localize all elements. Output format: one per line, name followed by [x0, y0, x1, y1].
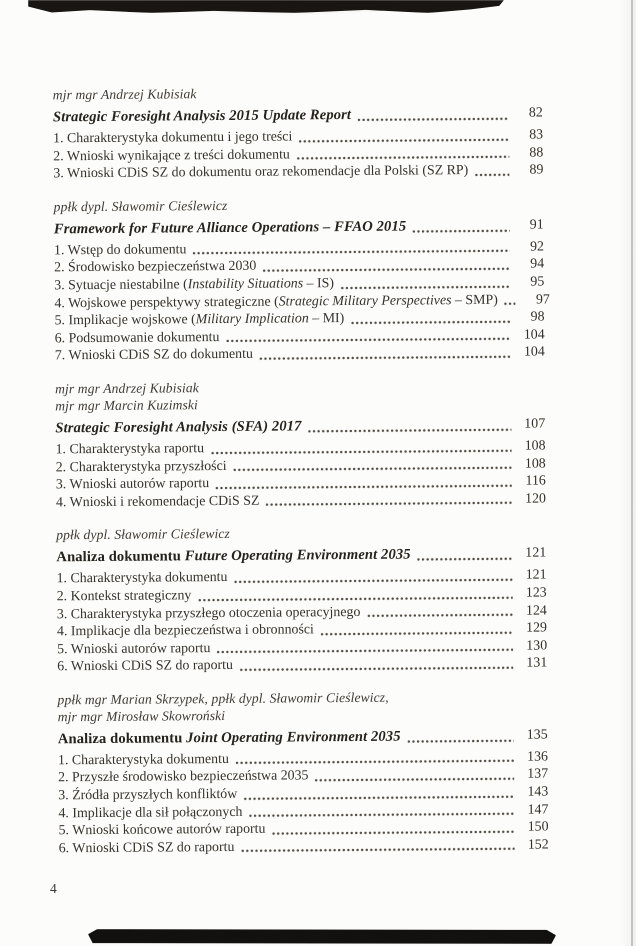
- page-number: 135: [526, 727, 548, 743]
- toc-item-row-label: [57, 569, 228, 588]
- text-segment: – IS): [303, 276, 335, 292]
- text-segment: – SMP): [451, 292, 498, 308]
- toc-section: [53, 194, 550, 365]
- dot-leader: [235, 759, 514, 765]
- dot-leader: [259, 355, 511, 361]
- dot-leader: [265, 501, 512, 507]
- dot-leader: [210, 448, 512, 454]
- page-number: 104: [523, 327, 545, 343]
- toc-title-row-label: [55, 416, 301, 438]
- text-segment: 5. Wnioski końcowe autorów raportu: [58, 821, 266, 839]
- page-number: 108: [524, 455, 546, 472]
- toc-title-row: [53, 103, 543, 127]
- toc-item-row-label: [56, 475, 209, 494]
- dot-leader: [233, 578, 512, 584]
- text-segment: 2. Kontekst strategiczny: [56, 588, 192, 605]
- page-number: 124: [525, 602, 547, 619]
- toc-item-row-label: [59, 839, 235, 858]
- page-number: 104: [523, 344, 545, 360]
- section-author: mjr mgr Andrzej Kubisiak: [55, 380, 199, 397]
- toc-item-row: [55, 344, 545, 365]
- text-segment: Military Implication: [195, 311, 309, 328]
- toc-item-row-label: [54, 241, 187, 260]
- text-segment: 2. Charakterystyka przyszłości: [55, 458, 227, 475]
- dot-leader: [412, 229, 510, 234]
- toc-item-row: [59, 836, 549, 857]
- toc-item-row-label: [58, 768, 308, 788]
- text-segment: Strategic Military Perspectives: [278, 292, 452, 310]
- toc-item-row-label: [55, 440, 204, 459]
- page-number: 97: [535, 291, 550, 308]
- text-segment: 4. Wojskowe perspektywy strategiczne (: [54, 294, 279, 311]
- dot-leader: [197, 595, 512, 601]
- page-number: 121: [525, 567, 547, 583]
- dot-leader: [340, 284, 510, 289]
- dot-leader: [225, 337, 510, 343]
- text-segment: 1. Wstęp do dokumentu: [53, 242, 187, 259]
- text-segment: Framework for Future Alliance Operations – FFAO 2015: [53, 218, 407, 238]
- text-segment: 1. Charakterystyka dokumentu i jego treści: [53, 129, 293, 147]
- dot-leader: [350, 319, 510, 324]
- toc-item-row-label: [54, 258, 256, 277]
- text-segment: 3. Wnioski autorów raportu: [55, 476, 210, 493]
- text-segment: Future Operating Environment 2035: [184, 546, 411, 565]
- toc-section: [57, 687, 548, 857]
- toc-title-row-label: [58, 726, 401, 749]
- dot-leader: [243, 794, 514, 800]
- toc-item-row-label: [58, 821, 265, 840]
- toc-title-row: [54, 215, 544, 239]
- text-segment: 1. Charakterystyka raportu: [55, 441, 205, 458]
- dot-leader: [320, 630, 513, 636]
- dot-leader: [192, 249, 510, 255]
- page-number: 116: [525, 473, 546, 489]
- text-segment: – MI): [308, 311, 345, 327]
- toc-item-row-label: [56, 492, 260, 511]
- footer-page-number: 4: [50, 881, 57, 896]
- toc-title-row-label: [54, 216, 407, 239]
- text-segment: Analiza dokumentu: [57, 730, 187, 748]
- toc-title-row: [58, 725, 548, 749]
- scan-artifact-bottom: [88, 929, 556, 944]
- toc-title-row-label: [53, 105, 351, 127]
- toc-item-row-label: [56, 458, 227, 477]
- text-segment: 2. Wnioski wynikające z treści dokumentu: [53, 147, 290, 164]
- dot-leader: [271, 830, 514, 836]
- dot-leader: [366, 613, 512, 618]
- page-edge-line: [631, 0, 633, 946]
- page-number: 131: [526, 655, 548, 671]
- text-segment: 3. Charakterystyka przyszłego otoczenia operacyjnego: [56, 604, 361, 622]
- page-number: 121: [525, 545, 547, 561]
- dot-leader: [216, 648, 513, 654]
- toc-item-row-label: [57, 657, 233, 676]
- text-segment: Instability Situations: [187, 276, 304, 293]
- toc-item-row-label: [57, 640, 210, 659]
- dot-leader: [262, 267, 510, 273]
- dot-leader: [239, 666, 513, 672]
- page-number: 82: [528, 105, 543, 121]
- page-number: 95: [530, 274, 545, 290]
- toc-item-row-label: [53, 146, 290, 165]
- toc-item-row-label: [54, 275, 334, 295]
- dot-leader: [248, 812, 514, 818]
- page-number: 130: [526, 638, 548, 654]
- text-segment: 5. Wnioski autorów raportu: [57, 640, 211, 657]
- toc-section: [56, 523, 547, 676]
- scan-artifact-top: [28, 0, 504, 13]
- text-segment: 4. Wnioski i rekomendacje CDiS SZ: [55, 493, 260, 511]
- text-segment: Strategic Foresight Analysis (SFA) 2017: [55, 418, 302, 437]
- page-number: 92: [530, 239, 545, 255]
- dot-leader: [407, 739, 514, 744]
- toc: [53, 82, 549, 872]
- section-author: ppłk mgr Marian Skrzypek, ppłk dypl. Sławomir Cieślewicz,: [57, 689, 389, 708]
- toc-title-row: [55, 414, 545, 438]
- page-number: 108: [524, 438, 546, 454]
- text-segment: 1. Charakterystyka dokumentu: [57, 751, 229, 769]
- dot-leader: [315, 777, 515, 783]
- toc-item-row-label: [57, 587, 192, 606]
- text-segment: Strategic Foresight Analysis 2015 Update Report: [52, 106, 352, 126]
- page-number: 123: [525, 585, 547, 601]
- text-segment: 3. Wnioski CDiS SZ do dokumentu oraz rekomendacje dla Polski (SZ RP): [53, 163, 469, 182]
- toc-item-row-label: [58, 751, 229, 770]
- section-author: ppłk dypl. Sławomir Cieślewicz: [56, 526, 230, 543]
- dot-leader: [504, 302, 516, 306]
- text-segment: 4. Implikacje dla bezpieczeństwa i obronności: [56, 622, 314, 640]
- toc-section: [55, 376, 546, 511]
- section-author: mjr mgr Andrzej Kubisiak: [52, 86, 197, 103]
- toc-title-row-label: [56, 545, 410, 568]
- toc-item-row-label: [53, 128, 292, 147]
- page-number: 83: [529, 127, 544, 143]
- dot-leader: [233, 466, 512, 472]
- page-number: 91: [529, 217, 544, 233]
- page-number: 147: [527, 802, 549, 818]
- text-segment: Analiza dokumentu: [56, 548, 185, 566]
- toc-title-row: [56, 544, 546, 568]
- dot-leader: [417, 557, 513, 562]
- toc-item-row-label: [54, 291, 498, 312]
- text-segment: 7. Wnioski CDiS SZ do dokumentu: [54, 347, 253, 364]
- page-number: 150: [527, 819, 549, 835]
- toc-item-row: [57, 655, 547, 676]
- toc-item-row-label: [55, 329, 220, 348]
- toc-item-row-label: [53, 162, 468, 183]
- page-edge-shade: [620, 0, 636, 946]
- text-segment: 5. Implikacje wojskowe (: [54, 312, 196, 329]
- toc-item-row-label: [58, 786, 237, 805]
- text-segment: 1. Charakterystyka dokumentu: [56, 570, 228, 587]
- text-segment: 2. Środowisko bezpieczeństwa 2030: [54, 259, 257, 276]
- dot-leader: [240, 847, 514, 853]
- page-number: 94: [530, 256, 545, 272]
- page-number: 88: [529, 145, 544, 161]
- page-number: 120: [525, 491, 547, 507]
- text-segment: 6. Wnioski CDiS SZ do raportu: [58, 839, 235, 857]
- page-number: 137: [527, 766, 549, 783]
- toc-item-row-label: [58, 804, 242, 823]
- page-number: 89: [529, 162, 544, 178]
- text-segment: 6. Podsumowanie dokumentu: [54, 329, 220, 347]
- page-number: 152: [527, 837, 549, 853]
- section-author: ppłk dypl. Sławomir Cieślewicz: [53, 197, 228, 215]
- page-number: 98: [530, 309, 545, 325]
- toc-item-row-label: [57, 603, 361, 623]
- text-segment: 2. Przyszłe środowisko bezpieczeństwa 2035: [58, 768, 309, 786]
- section-author: mjr mgr Mirosław Skowroński: [57, 707, 226, 725]
- text-segment: 4. Implikacje dla sił połączonych: [58, 804, 243, 821]
- toc-item-row-label: [55, 346, 253, 365]
- dot-leader: [215, 483, 512, 489]
- text-segment: 3. Źródła przyszłych konfliktów: [58, 786, 238, 804]
- text-segment: Joint Operating Environment 2035: [186, 728, 401, 747]
- dot-leader: [474, 173, 509, 177]
- dot-leader: [357, 117, 509, 122]
- page-number: 107: [524, 416, 546, 432]
- text-segment: 3. Sytuacje niestabilne (: [54, 277, 188, 294]
- toc-item-row-label: [57, 621, 314, 641]
- page-number: 136: [527, 749, 549, 765]
- section-author: mjr mgr Marcin Kuzimski: [55, 397, 198, 414]
- toc-item-row-label: [54, 310, 344, 330]
- toc-item-row: [56, 490, 546, 511]
- dot-leader: [307, 428, 511, 434]
- dot-leader: [298, 137, 509, 143]
- page-number: 129: [526, 620, 548, 636]
- toc-item-row: [53, 162, 543, 183]
- dot-leader: [296, 155, 509, 161]
- text-segment: 6. Wnioski CDiS SZ do raportu: [57, 658, 234, 675]
- page-number: 143: [527, 784, 549, 800]
- toc-section: [53, 82, 544, 183]
